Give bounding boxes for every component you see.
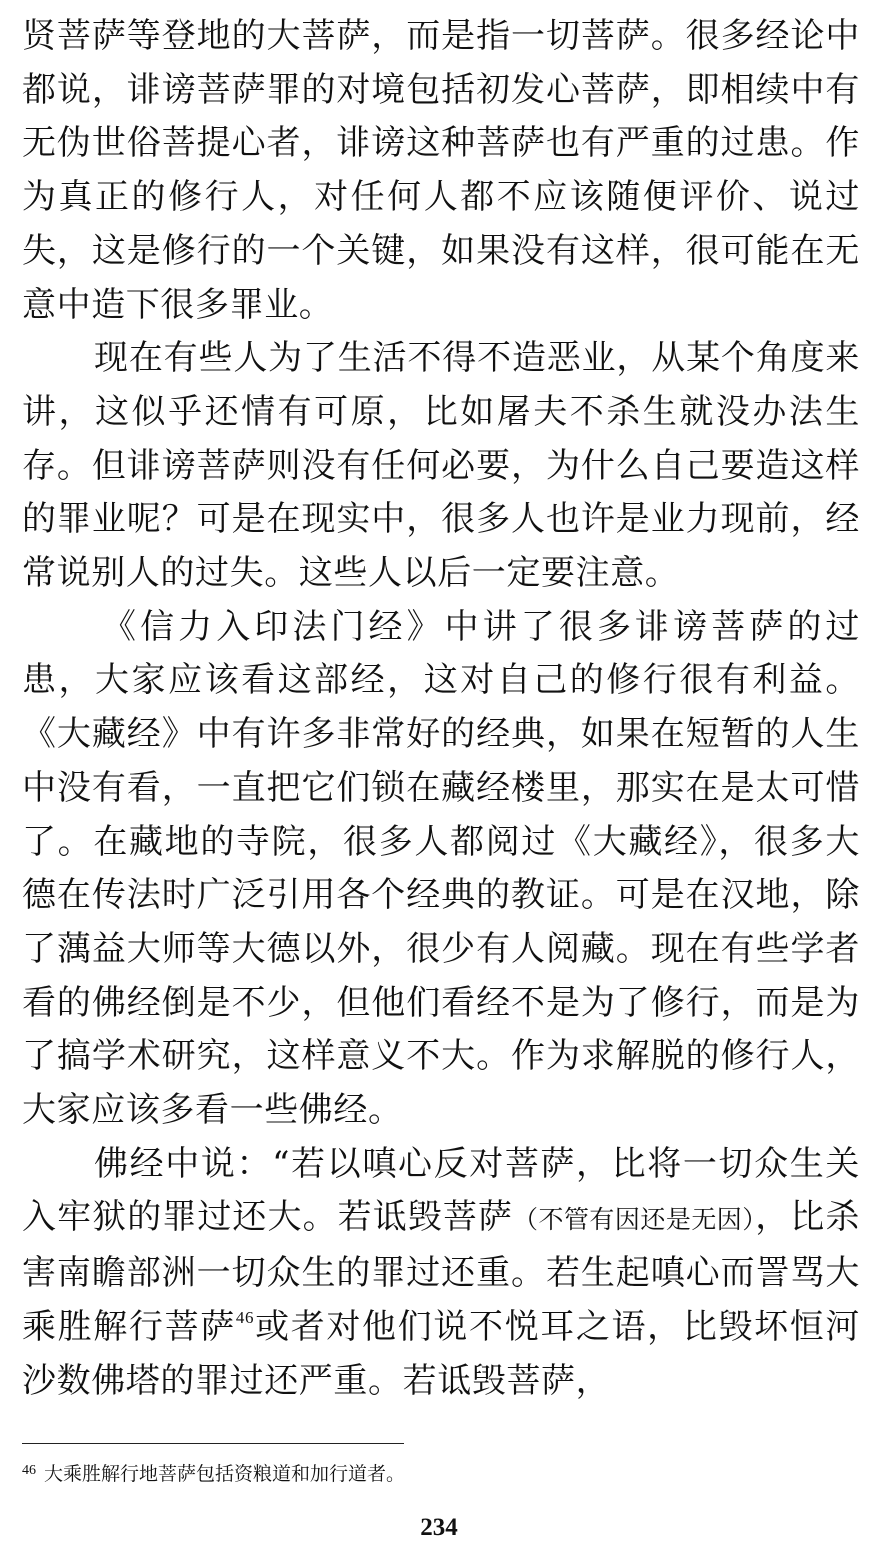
paragraph-3: 《信力入印法门经》中讲了很多诽谤菩萨的过患，大家应该看这部经，这对自己的修行很有利益。《大藏经》中有许多非常好的经典，如果在短暂的人生中没有看，一直把它们锁在藏经楼里，那实在是太可惜了。在藏地的寺院，很多人都阅过《大藏经》，很多大德在传法时广泛引用各个经典的教证。可是在汉地，除了蕅益大师等大德以外，很少有人阅藏。现在有些学者看的佛经倒是不少，但他们看经不是为了修行，而是为了搞学术研究，这样意义不大。作为求解脱的修行人，大家应该多看一些佛经。 xyxy=(22,606,860,1131)
quote-text-part-2: ，比杀害南瞻部洲一切众生的罪过还重。若生起嗔心而詈骂大乘胜解行菩萨 xyxy=(22,1197,860,1347)
footnote-reference[interactable]: 46 xyxy=(235,1307,255,1327)
paragraph-1: 贤菩萨等登地的大菩萨，而是指一切菩萨。很多经论中都说，诽谤菩萨罪的对境包括初发心菩萨，即相续中有无伪世俗菩提心者，诽谤这种菩萨也有严重的过患。作为真正的修行人，对任何人都不应该随便评价、说过失，这是修行的一个关键，如果没有这样，很可能在无意中造下很多罪业。 xyxy=(22,16,860,325)
quote-text-part-3: 或者对他们说不悦耳之语，比毁坏恒河沙数佛塔的罪过还严重。若诋毁菩萨， xyxy=(22,1306,860,1401)
footnote xyxy=(22,1458,860,1487)
footnote-divider xyxy=(22,1443,404,1444)
paragraph-4-quote xyxy=(22,1138,860,1409)
footnote-text: 大乘胜解行地菩萨包括资粮道和加行道者。 xyxy=(44,1463,406,1485)
quote-inline-note: （不管有因还是无因） xyxy=(513,1205,756,1235)
paragraph-2: 现在有些人为了生活不得不造恶业，从某个角度来讲，这似乎还情有可原，比如屠夫不杀生就没办法生存。但诽谤菩萨则没有任何必要，为什么自己要造这样的罪业呢？可是在现实中，很多人也许是业力现前，经常说别人的过失。这些人以后一定要注意。 xyxy=(22,338,860,594)
page-body xyxy=(22,10,860,1408)
page-number: 234 xyxy=(420,1514,458,1541)
footnote-number: 46 xyxy=(22,1463,36,1478)
quote-text-part-1: 佛经中说：“若以嗔心反对菩萨，比将一切众生关入牢狱的罪过还大。若诋毁菩萨 xyxy=(22,1143,860,1238)
